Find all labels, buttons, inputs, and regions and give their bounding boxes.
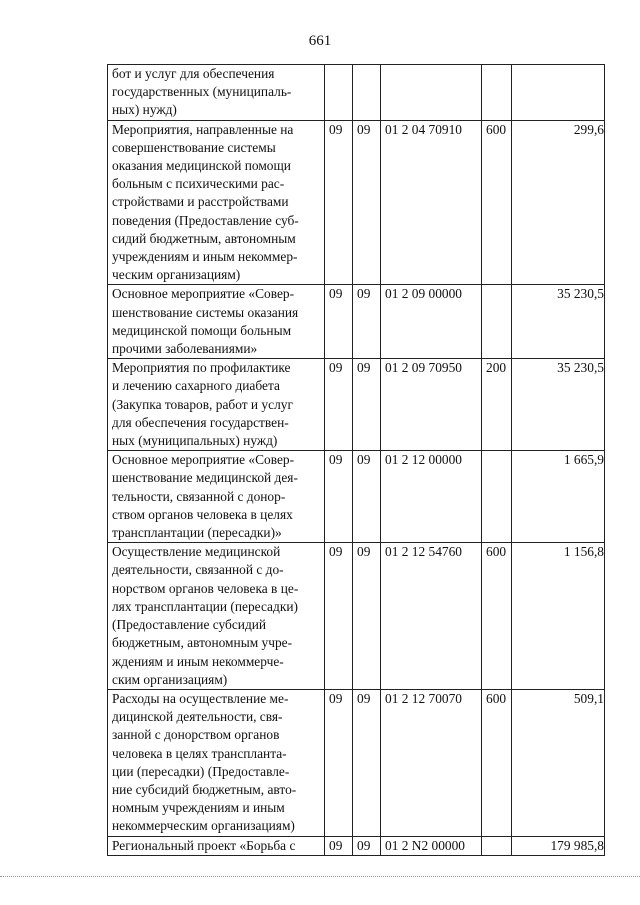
row-subsection-cell: 09 [353,359,381,451]
row-subsection-cell: 09 [353,689,381,836]
row-amount-cell: 35 230,5 [512,359,605,451]
row-section-cell: 09 [325,285,353,359]
row-subsection-cell: 09 [353,120,381,285]
row-amount-cell: 299,6 [512,120,605,285]
table-row [108,285,605,359]
row-target-article-cell: 01 2 09 70950 [381,359,482,451]
row-name: Основное мероприятие «Совер- шенствование системы оказания медицинской помощи больным прочими заболеваниями» [112,286,299,357]
row-section-cell: 09 [325,689,353,836]
row-name-cell [108,285,325,359]
row-expense-type-cell: 600 [482,543,512,690]
table-row [108,359,605,451]
table-row [108,451,605,543]
row-expense-type-cell: 600 [482,689,512,836]
table-row [108,543,605,690]
row-section-cell: 09 [325,120,353,285]
row-subsection-cell: 09 [353,451,381,543]
row-name-cell [108,359,325,451]
table-row [108,689,605,836]
row-target-article-cell [381,65,482,121]
row-name-cell [108,451,325,543]
budget-table [107,64,605,856]
row-target-article-cell: 01 2 12 00000 [381,451,482,543]
row-target-article-cell: 01 2 12 70070 [381,689,482,836]
row-name-cell [108,543,325,690]
row-name: бот и услуг для обеспечения государственных (муниципаль- ных) нужд) [112,66,292,118]
row-amount-cell: 1 665,9 [512,451,605,543]
row-expense-type-cell: 600 [482,120,512,285]
table-row [108,120,605,285]
row-subsection-cell: 09 [353,285,381,359]
row-name: Мероприятия, направленные на совершенствование системы оказания медицинской помощи больным с психическими рас- стройствами и расстройствами поведения (Предоставление суб- сидий бюджетным, автономным учреждениям и иным некоммер- ческим организациям) [112,121,299,283]
row-target-article-cell: 01 2 04 70910 [381,120,482,285]
row-target-article-cell: 01 2 12 54760 [381,543,482,690]
row-amount-cell [512,65,605,121]
row-amount-cell: 179 985,8 [512,836,605,855]
row-section-cell: 09 [325,359,353,451]
row-name-cell [108,689,325,836]
row-name: Осуществление медицинской деятельности, связанной с до- норством органов человека в це- лях трансплантации (пересадки) (Предоставление субсидий бюджетным, автономным учре- ждениям и иным некоммерче- ским организациям) [112,544,299,687]
row-amount-cell: 509,1 [512,689,605,836]
row-amount-cell: 1 156,8 [512,543,605,690]
row-expense-type-cell [482,451,512,543]
row-expense-type-cell: 200 [482,359,512,451]
row-section-cell: 09 [325,451,353,543]
row-target-article-cell: 01 2 N2 00000 [381,836,482,855]
row-expense-type-cell [482,836,512,855]
row-name-cell [108,836,325,855]
row-name: Мероприятия по профилактике и лечению сахарного диабета (Закупка товаров, работ и услуг для обеспечения государствен- ных (муниципальных) нужд) [112,360,293,449]
row-name: Основное мероприятие «Совер- шенствование медицинской дея- тельности, связанной с донор- ством органов человека в целях трансплантации (пересадки)» [112,452,298,541]
row-expense-type-cell [482,285,512,359]
row-subsection-cell: 09 [353,836,381,855]
table-row [108,836,605,855]
row-name-cell [108,65,325,121]
row-subsection-cell: 09 [353,543,381,690]
row-name: Расходы на осуществление ме- дицинской деятельности, свя- занной с донорством органов человека в целях транспланта- ции (пересадки) (Предоставле- ние субсидий бюджетным, авто- номным учреждениям и иным некоммерческим организациям) [112,690,297,834]
row-subsection-cell [353,65,381,121]
page-bottom-rule [0,876,640,877]
page-number: 661 [308,33,332,49]
row-section-cell: 09 [325,543,353,690]
row-section-cell: 09 [325,836,353,855]
table-row [108,65,605,121]
row-expense-type-cell [482,65,512,121]
row-amount-cell: 35 230,5 [512,285,605,359]
row-target-article-cell: 01 2 09 00000 [381,285,482,359]
row-name-cell [108,120,325,285]
row-name: Региональный проект «Борьба с [112,837,296,853]
row-section-cell [325,65,353,121]
